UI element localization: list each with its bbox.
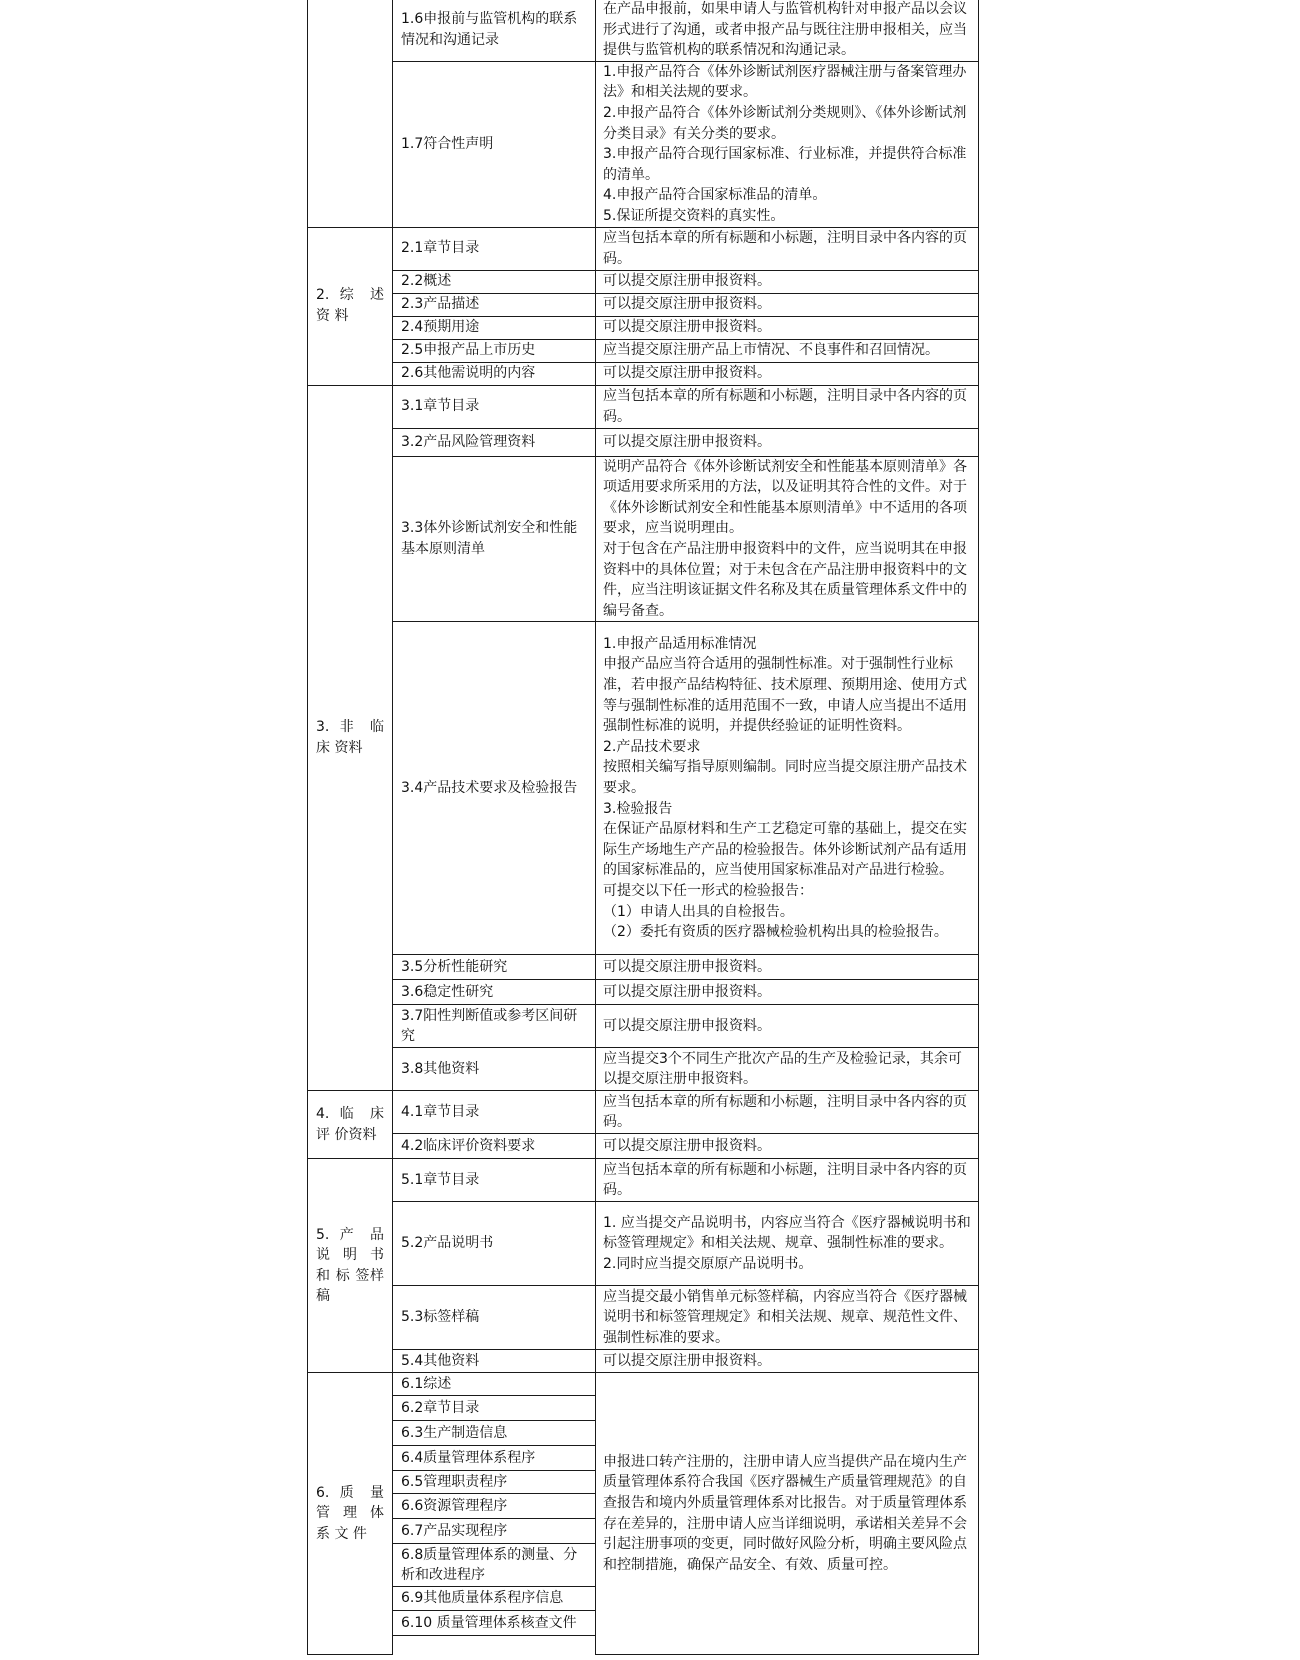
item-cell: 3.1章节目录 [393,385,596,428]
item-cell: 3.2产品风险管理资料 [393,428,596,456]
item-cell: 5.1章节目录 [393,1159,596,1202]
requirement-cell: 应当包括本章的所有标题和小标题，注明目录中各内容的页码。 [596,227,979,270]
item-cell: 6.7产品实现程序 [393,1519,596,1544]
requirement-cell: 应当提交最小销售单元标签样稿，内容应当符合《医疗器械说明书和标签管理规定》和相关法规、规章、规范性文件、强制性标准的要求。 [596,1286,979,1350]
item-cell: 2.3产品描述 [393,293,596,316]
table-row [308,362,979,385]
item-cell: 6.10 质量管理体系核查文件 [393,1611,596,1636]
requirement-cell: 可以提交原注册申报资料。 [596,270,979,293]
category-cell [308,0,393,227]
item-cell: 6.2章节目录 [393,1396,596,1421]
table-row [308,980,979,1005]
requirement-cell: 可以提交原注册申报资料。 [596,428,979,456]
item-cell: 2.4预期用途 [393,316,596,339]
item-cell: 1.6申报前与监管机构的联系情况和沟通记录 [393,0,596,61]
item-cell: 3.7阳性判断值或参考区间研究 [393,1005,596,1048]
requirement-cell: 可以提交原注册申报资料。 [596,316,979,339]
table-row [308,293,979,316]
table-row [308,61,979,227]
table-row [308,1159,979,1202]
table-row [308,1048,979,1091]
table-row [308,1134,979,1159]
requirement-cell: 可以提交原注册申报资料。 [596,362,979,385]
table-row [308,1202,979,1286]
table-row [308,227,979,270]
item-cell: 5.3标签样稿 [393,1286,596,1350]
item-cell: 2.6其他需说明的内容 [393,362,596,385]
item-cell: 1.7符合性声明 [393,61,596,227]
requirement-cell: 应当包括本章的所有标题和小标题，注明目录中各内容的页码。 [596,1091,979,1134]
item-cell: 4.2临床评价资料要求 [393,1134,596,1159]
item-cell: 6.6资源管理程序 [393,1494,596,1519]
requirement-cell: 可以提交原注册申报资料。 [596,955,979,980]
item-cell: 3.4产品技术要求及检验报告 [393,622,596,955]
table-row [308,270,979,293]
requirement-cell: 应当提交原注册产品上市情况、不良事件和召回情况。 [596,339,979,362]
item-cell: 6.5管理职责程序 [393,1471,596,1494]
item-cell [393,1636,596,1655]
requirement-cell: 1. 应当提交产品说明书，内容应当符合《医疗器械说明书和标签管理规定》和相关法规、规章、强制性标准的要求。 2.同时应当提交原原产品说明书。 [596,1202,979,1286]
item-cell: 2.5申报产品上市历史 [393,339,596,362]
item-cell: 2.2概述 [393,270,596,293]
table-row [308,1373,979,1396]
requirement-cell: 应当包括本章的所有标题和小标题，注明目录中各内容的页码。 [596,1159,979,1202]
table-row [308,1350,979,1373]
requirement-cell: 可以提交原注册申报资料。 [596,1005,979,1048]
table-row [308,1286,979,1350]
requirement-cell: 申报进口转产注册的，注册申请人应当提供产品在境内生产质量管理体系符合我国《医疗器械生产质量管理规范》的自查报告和境内外质量管理体系对比报告。对于质量管理体系存在差异的，注册申请人应当详细说明，承诺相关差异不会引起注册事项的变更，同时做好风险分析，明确主要风险点和控制措施，确保产品安全、有效、质量可控。 [596,1373,979,1655]
item-cell: 6.4质量管理体系程序 [393,1446,596,1471]
item-cell: 3.8其他资料 [393,1048,596,1091]
requirement-cell: 可以提交原注册申报资料。 [596,1134,979,1159]
item-cell: 6.3生产制造信息 [393,1421,596,1446]
table-row [308,456,979,622]
item-cell: 3.5分析性能研究 [393,955,596,980]
category-cell: 3. 非 临 床 资料 [308,385,393,1091]
table-row [308,1005,979,1048]
item-cell: 3.3体外诊断试剂安全和性能基本原则清单 [393,456,596,622]
item-cell: 5.4其他资料 [393,1350,596,1373]
table-row [308,339,979,362]
submission-requirements-table [307,0,979,1655]
table-row [308,428,979,456]
requirement-cell: 应当包括本章的所有标题和小标题，注明目录中各内容的页码。 [596,385,979,428]
requirement-cell: 可以提交原注册申报资料。 [596,980,979,1005]
requirement-cell: 在产品申报前，如果申请人与监管机构针对申报产品以会议形式进行了沟通，或者申报产品与既往注册申报相关，应当提供与监管机构的联系情况和沟通记录。 [596,0,979,61]
category-cell: 6. 质 量 管 理 体 系 文 件 [308,1373,393,1655]
requirement-cell: 1.申报产品适用标准情况 申报产品应当符合适用的强制性标准。对于强制性行业标准，若申报产品结构特征、技术原理、预期用途、使用方式等与强制性标准的适用范围不一致，申请人应当提出不适用强制性标准的说明，并提供经验证的证明性资料。 2.产品技术要求 按照相关编写指导原则编制。同时应当提交原注册产品技术要求。 3.检验报告 在保证产品原材料和生产工艺稳定可靠的基础上，提交在实际生产场地生产产品的检验报告。体外诊断试剂产品有适用的国家标准品的，应当使用国家标准品对产品进行检验。 可提交以下任一形式的检验报告： （1）申请人出具的自检报告。 （2）委托有资质的医疗器械检验机构出具的检验报告。 [596,622,979,955]
requirement-cell: 可以提交原注册申报资料。 [596,1350,979,1373]
table-row [308,0,979,61]
requirement-cell: 说明产品符合《体外诊断试剂安全和性能基本原则清单》各项适用要求所采用的方法，以及证明其符合性的文件。对于《体外诊断试剂安全和性能基本原则清单》中不适用的各项要求，应当说明理由。 对于包含在产品注册申报资料中的文件，应当说明其在申报资料中的具体位置；对于未包含在产品注册申报资料中的文件，应当注明该证据文件名称及其在质量管理体系文件中的编号备查。 [596,456,979,622]
table-row [308,385,979,428]
item-cell: 6.9其他质量体系程序信息 [393,1587,596,1611]
category-cell: 2. 综 述 资 料 [308,227,393,385]
table-row [308,955,979,980]
requirement-cell: 可以提交原注册申报资料。 [596,293,979,316]
requirement-cell: 1.申报产品符合《体外诊断试剂医疗器械注册与备案管理办法》和相关法规的要求。 2.申报产品符合《体外诊断试剂分类规则》、《体外诊断试剂分类目录》有关分类的要求。 3.申报产品符合现行国家标准、行业标准，并提供符合标准的清单。 4.申报产品符合国家标准品的清单。 5.保证所提交资料的真实性。 [596,61,979,227]
item-cell: 6.1综述 [393,1373,596,1396]
item-cell: 3.6稳定性研究 [393,980,596,1005]
category-cell: 5. 产 品 说 明 书 和 标 签样稿 [308,1159,393,1373]
item-cell: 6.8质量管理体系的测量、分析和改进程序 [393,1544,596,1587]
table-row [308,316,979,339]
item-cell: 5.2产品说明书 [393,1202,596,1286]
item-cell: 2.1章节目录 [393,227,596,270]
table-row [308,622,979,955]
requirement-cell: 应当提交3个不同生产批次产品的生产及检验记录，其余可以提交原注册申报资料。 [596,1048,979,1091]
table-row [308,1091,979,1134]
item-cell: 4.1章节目录 [393,1091,596,1134]
category-cell: 4. 临 床 评 价资料 [308,1091,393,1159]
